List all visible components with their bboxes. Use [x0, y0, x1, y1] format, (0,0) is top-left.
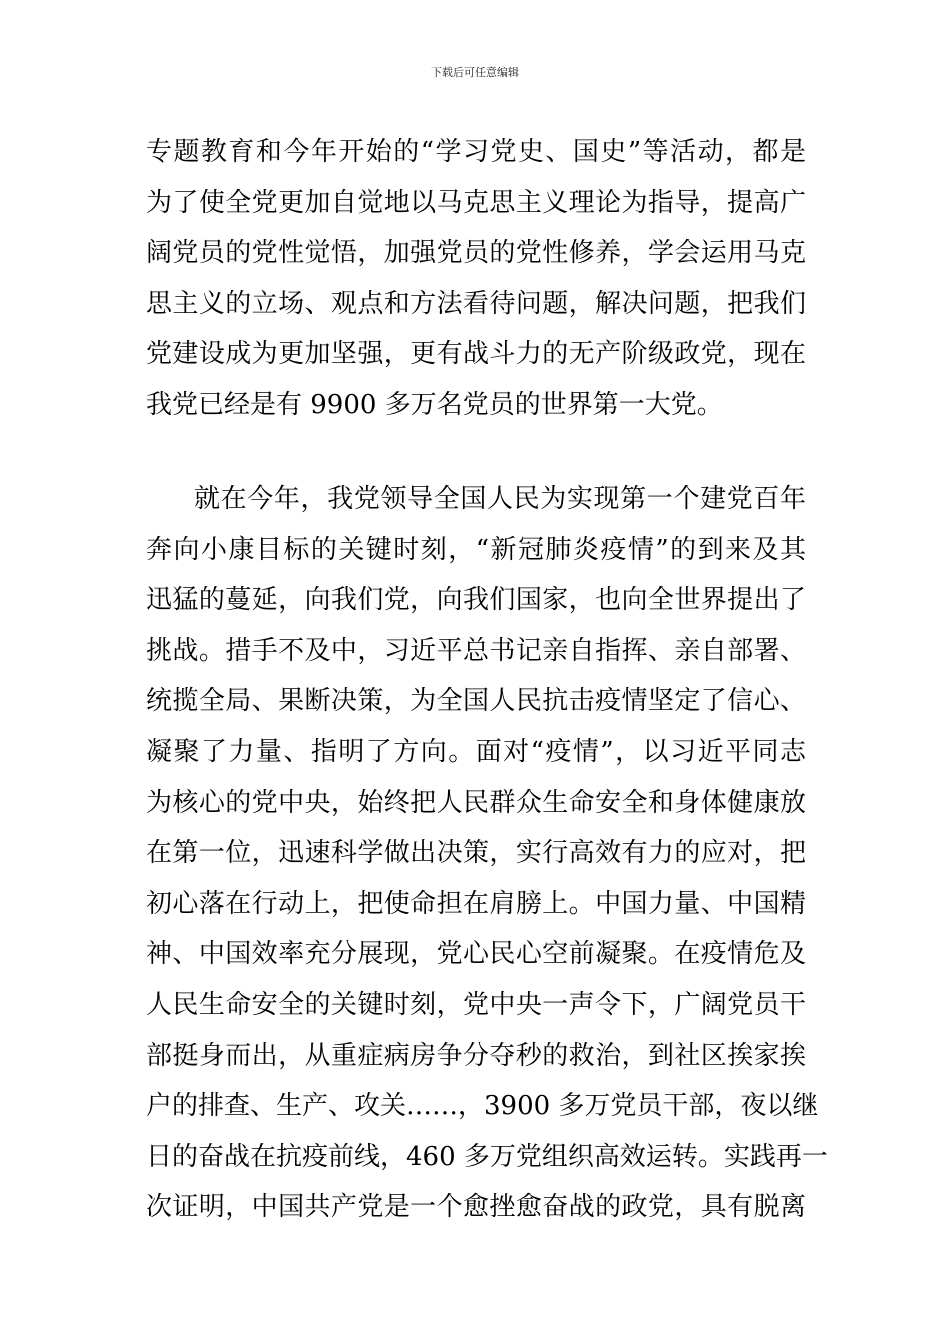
text-line: 阔党员的党性觉悟，加强党员的党性修养，学会运用马克 [146, 238, 806, 269]
text-line: 为了使全党更加自觉地以马克思主义理论为指导，提高广 [146, 187, 806, 218]
text-line: 奔向小康目标的关键时刻，“新冠肺炎疫情”的到来及其 [146, 534, 806, 565]
text-line: 凝聚了力量、指明了方向。面对“疫情”，以习近平同志 [146, 736, 806, 767]
text-line: 迅猛的蔓延，向我们党，向我们国家，也向全世界提出了 [146, 585, 806, 616]
text-line: 人民生命安全的关键时刻，党中央一声令下，广阔党员干 [146, 989, 806, 1020]
paragraph-1 [146, 127, 806, 431]
text-line: 初心落在行动上，把使命担在肩膀上。中国力量、中国精 [146, 888, 806, 919]
text-line: 挑战。措手不及中，习近平总书记亲自指挥、亲自部署、 [146, 635, 806, 666]
text-line: 党建设成为更加坚强，更有战斗力的无产阶级政党，现在 [146, 339, 806, 370]
text-line: 为核心的党中央，始终把人民群众生命安全和身体健康放 [146, 787, 806, 818]
text-line: 日的奋战在抗疫前线，460 多万党组织高效运转。实践再一 [146, 1141, 828, 1172]
text-line: 就在今年，我党领导全国人民为实现第一个建党百年 [194, 484, 806, 514]
text-line: 神、中国效率充分展现，党心民心空前凝聚。在疫情危及 [146, 939, 806, 970]
text-line: 户的排查、生产、攻关……，3900 多万党员干部，夜以继 [146, 1091, 819, 1122]
text-line: 在第一位，迅速科学做出决策，实行高效有力的应对，把 [146, 838, 806, 869]
text-line: 次证明，中国共产党是一个愈挫愈奋战的政党，具有脱离 [146, 1192, 806, 1223]
text-line: 部挺身而出，从重症病房争分夺秒的救治，到社区挨家挨 [146, 1040, 806, 1071]
paragraph-2 [146, 474, 828, 1233]
text-line: 思主义的立场、观点和方法看待问题，解决问题，把我们 [146, 288, 806, 319]
text-line: 统揽全局、果断决策，为全国人民抗击疫情坚定了信心、 [146, 686, 806, 717]
text-line: 专题教育和今年开始的“学习党史、国史”等活动，都是 [146, 137, 806, 167]
page-header-note: 下载后可任意编辑 [431, 66, 519, 79]
text-line: 我党已经是有 9900 多万名党员的世界第一大党。 [146, 389, 723, 420]
